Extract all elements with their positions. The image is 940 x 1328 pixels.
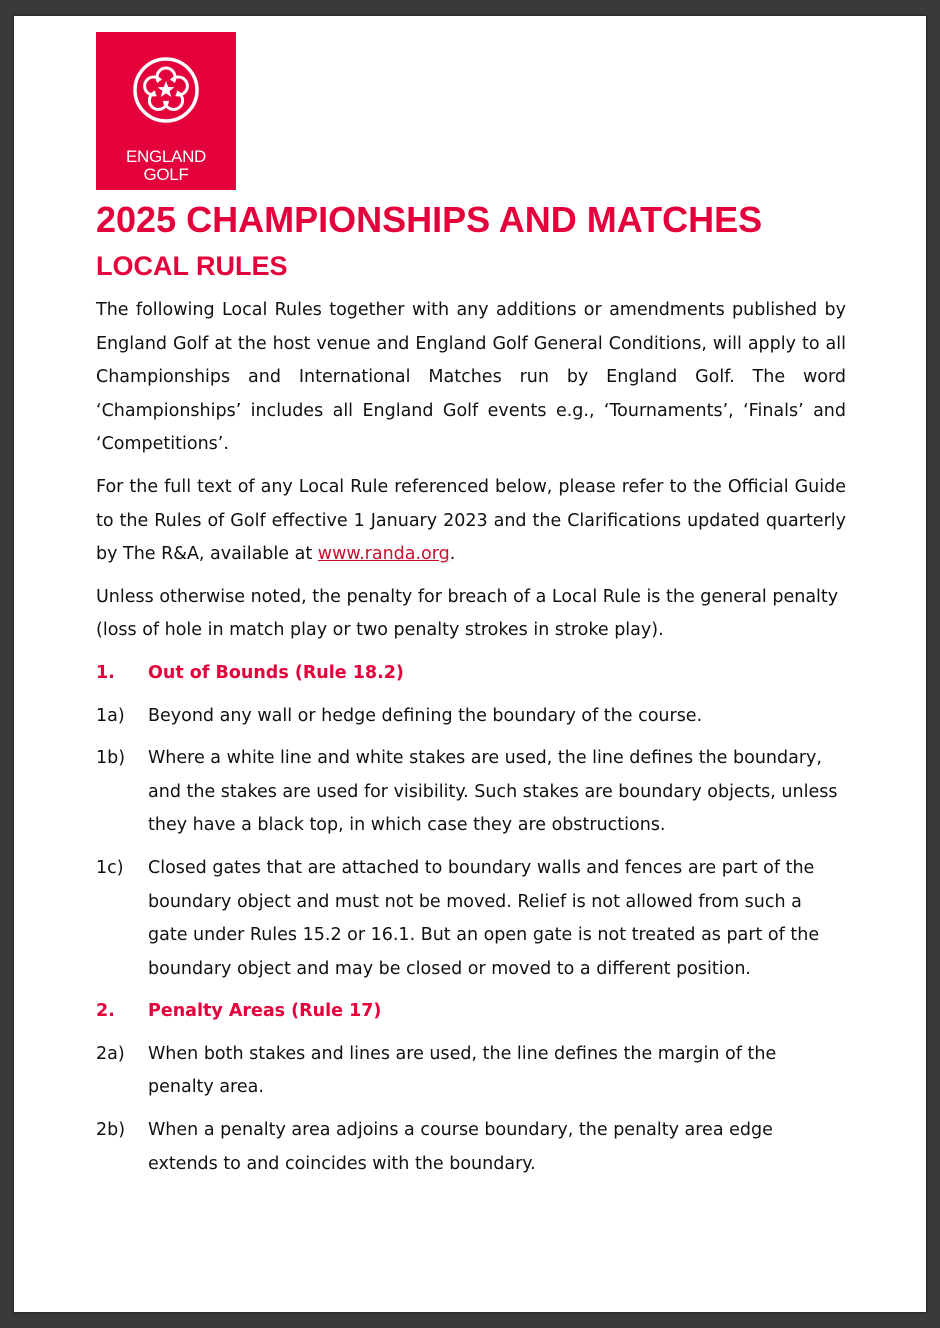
rule-item (96, 742, 846, 843)
logo-text-golf: GOLF (143, 165, 189, 184)
rule-label: 2b) (96, 1120, 126, 1141)
rose-icon (132, 56, 200, 124)
rule-text: Closed gates that are attached to boundary walls and fences are part of the boundary object and must not be moved. Relief is not allowed from such a gate under Rules 15.2 or 16.1. But an open gate is not treated as part of the boundary object and may be closed or moved to a different position. (148, 857, 820, 979)
rule-label: 2a) (96, 1043, 125, 1064)
document-subtitle: LOCAL RULES (96, 251, 288, 281)
rule-item (96, 852, 846, 986)
rule-label: 1c) (96, 857, 124, 878)
rule-text: When both stakes and lines are used, the line defines the margin of the penalty area. (148, 1043, 777, 1098)
rule-item (96, 1038, 846, 1105)
rule-item (96, 1114, 846, 1181)
reference-text-end: . (449, 544, 456, 565)
document-body (96, 294, 846, 1190)
document-title: 2025 CHAMPIONSHIPS AND MATCHES (96, 199, 763, 240)
penalty-paragraph: Unless otherwise noted, the penalty for breach of a Local Rule is the general penalty (loss of hole in match play or two penalty strokes in stroke play). (96, 586, 839, 641)
section-number: 1. (96, 662, 115, 683)
section-heading (96, 995, 846, 1029)
section-title: Penalty Areas (Rule 17) (148, 1001, 382, 1022)
reference-text: For the full text of any Local Rule referenced below, please refer to the Official Guide to the Rules of Golf effective 1 January 2023 and the Clarifications updated quarterly by The R&A, available at (96, 476, 846, 565)
rule-label: 1a) (96, 705, 125, 726)
section-heading (96, 657, 846, 691)
section-number: 2. (96, 1001, 115, 1022)
section-title: Out of Bounds (Rule 18.2) (148, 662, 404, 683)
rule-text: Where a white line and white stakes are used, the line defines the boundary, and the stakes are used for visibility. Such stakes are boundary objects, unless they have a black top, in which case they are obstructions. (148, 748, 838, 836)
randa-link[interactable]: www.randa.org (317, 544, 450, 565)
document-page (14, 16, 926, 1312)
rule-text: When a penalty area adjoins a course boundary, the penalty area edge extends to and coincides with the boundary. (148, 1120, 773, 1174)
intro-paragraph: The following Local Rules together with any additions or amendments published by England Golf at the host venue and England Golf General Conditions, will apply to all Championships and International Matches run by England Golf. The word ‘Championships’ includes all England Golf events e.g., ‘Tournaments’, ‘Finals’ and ‘Competitions’. (96, 300, 846, 455)
rule-label: 1b) (96, 748, 126, 769)
logo-text-england: ENGLAND (125, 147, 207, 166)
rule-text: Beyond any wall or hedge defining the boundary of the course. (148, 705, 703, 726)
england-golf-logo (96, 32, 236, 190)
reference-paragraph (96, 471, 846, 572)
rule-item (96, 700, 846, 734)
